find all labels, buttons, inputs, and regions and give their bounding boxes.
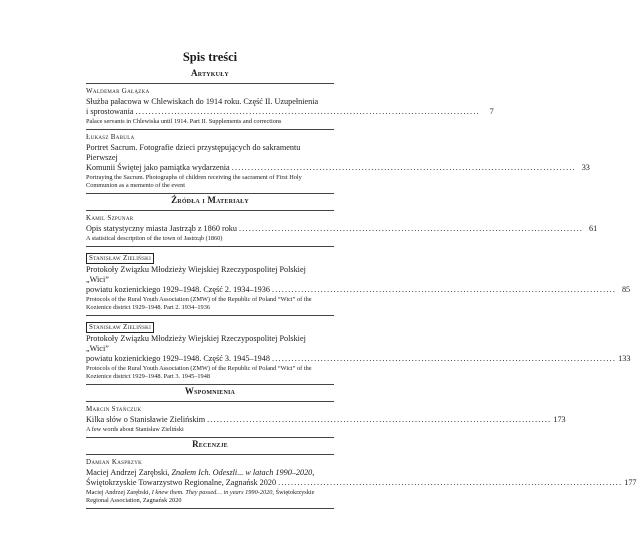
entry-title-line: Kilka słów o Stanisławie Zielińskim [86, 415, 206, 424]
divider [86, 315, 334, 316]
section-heading-recenzje: Recenzje [192, 439, 228, 449]
entry-title-line: Opis statystyczny miasta Jastrząb z 1860 roku [86, 224, 237, 233]
page-number: 177 [624, 478, 637, 487]
dot-leader: .......................................................................................................... [238, 224, 584, 233]
divider [86, 129, 334, 130]
entry-author: Stanisław Zieliński [86, 322, 154, 333]
page-number: 173 [553, 415, 566, 424]
divider [86, 384, 334, 385]
reviewed-book-title: Znałem Ich. Odeszli... w latach 1990–2020 [171, 468, 313, 477]
entry-title-line: powiatu kozienickiego 1929–1948. Część 2. 1934–1936 [86, 285, 270, 294]
entry-title-line: Komunii Świętej jako pamiątka wydarzenia [86, 163, 230, 172]
toc-entry[interactable] [86, 224, 598, 234]
entry-title-line: powiatu kozienickiego 1929–1948. Część 3. 1945–1948 [86, 354, 270, 363]
entry-english-title: Portraying the Sacrum. Photographs of children receiving the sacrament of First Holy Communion as a memento of the event [86, 174, 302, 189]
divider [86, 83, 334, 84]
dot-leader: .......................................................................................................... [135, 107, 480, 116]
entry-english-title: Palace servants in Chlewiska until 1914. Part II. Supplements and corrections [86, 118, 282, 125]
page-number: 133 [618, 354, 631, 363]
entry-author: Waldemar Gałązka [86, 87, 150, 95]
entry-title-line: Protokoły Związku Młodzieży Wiejskiej Rzeczypospolitej Polskiej „Wici” [86, 334, 306, 353]
section-heading-artykuly: Artykuły [191, 68, 229, 78]
section-heading-zrodla: Źródła i Materiały [171, 195, 249, 205]
entry-author: Marcin Stańczuk [86, 405, 142, 413]
entry-author: Stanisław Zieliński [86, 253, 154, 264]
divider [86, 401, 334, 402]
page-number: 33 [581, 163, 590, 172]
divider [86, 246, 334, 247]
entry-title-line: Portret Sacrum. Fotografie dzieci przystępujących do sakramentu Pierwszej [86, 143, 301, 162]
entry-author: Kamil Szpunar [86, 214, 134, 222]
entry-author: Damian Kasprzyk [86, 458, 143, 466]
entry-title-line [86, 468, 334, 478]
publisher-info: , Świętokrzyskie Regional Association, Zagnańsk 2020 [86, 489, 315, 504]
entry-title-line: Świętokrzyskie Towarzystwo Regionalne, Zagnańsk 2020 [86, 478, 277, 487]
toc-entry[interactable] [86, 468, 637, 488]
entry-english-title: A statistical description of the town of Jastrząb (1860) [86, 235, 223, 242]
divider [86, 437, 334, 438]
dot-leader: .......................................................................................................... [271, 354, 617, 363]
toc-entry[interactable] [86, 143, 590, 173]
reviewed-author: Maciej Andrzej Zarębski, [86, 489, 152, 496]
table-of-contents [86, 50, 637, 509]
divider [86, 454, 334, 455]
punctuation: , [312, 468, 315, 477]
toc-entry[interactable] [86, 265, 631, 295]
toc-entry[interactable] [86, 415, 566, 425]
reviewed-book-title-english: I knew them. They passed… in years 1990-2020 [151, 489, 273, 496]
divider [86, 508, 334, 509]
section-heading-wspomnienia: Wspomnienia [184, 386, 236, 396]
toc-entry[interactable] [86, 334, 631, 364]
entry-english-title: Protocols of the Rural Youth Association (ZMW) of the Republic of Poland “Wici” of the Kozienice district 1929–1948. Part 3. 1945–1948 [86, 365, 312, 380]
divider [86, 193, 334, 194]
entry-title-line: Służba pałacowa w Chlewiskach do 1914 roku. Część II. Uzupełnienia [86, 97, 319, 106]
entry-title-line: i sprostowania [86, 107, 134, 116]
entry-english-title [86, 489, 334, 505]
entry-title-line: Protokoły Związku Młodzieży Wiejskiej Rzeczypospolitej Polskiej „Wici” [86, 265, 306, 284]
entry-english-title: A few words about Stanisław Zieliński [86, 426, 184, 433]
page-number: 85 [621, 285, 631, 294]
toc-entry[interactable] [86, 97, 494, 117]
dot-leader: .......................................................................................................... [278, 478, 623, 487]
page-number: 7 [489, 107, 494, 116]
page-title: Spis treści [182, 50, 238, 64]
divider [86, 210, 334, 211]
reviewed-author: Maciej Andrzej Zarębski, [86, 468, 172, 477]
page-number: 61 [588, 224, 598, 233]
dot-leader: .......................................................................................................... [207, 415, 552, 424]
entry-english-title: Protocols of the Rural Youth Association (ZMW) of the Republic of Poland “Wici” of the Kozienice district 1929–1948. Part 2. 1934–1936 [86, 296, 312, 311]
dot-leader: .......................................................................................................... [271, 285, 617, 294]
entry-author: Łukasz Babula [86, 133, 135, 141]
dot-leader: .......................................................................................................... [231, 163, 576, 172]
